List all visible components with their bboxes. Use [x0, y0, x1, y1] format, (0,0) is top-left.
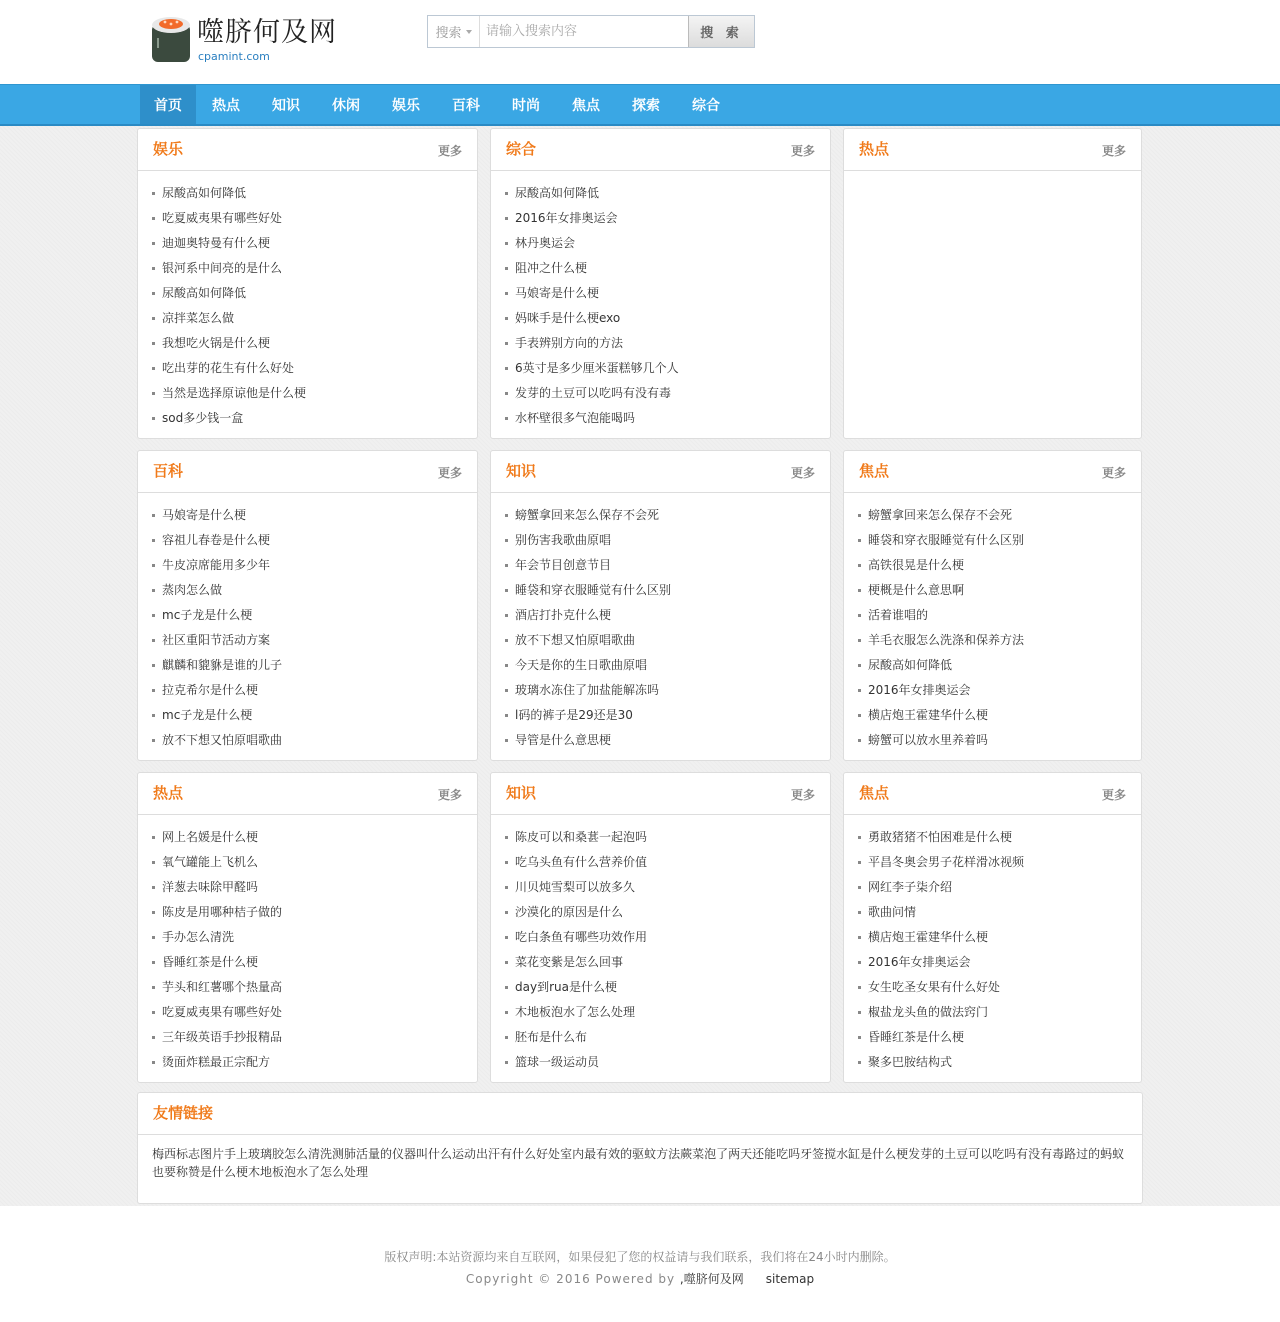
footer: [0, 1206, 1280, 1322]
article-link[interactable]: 木地板泡水了怎么处理: [515, 1005, 636, 1019]
article-link[interactable]: 2016年女排奥运会: [868, 955, 971, 969]
nav-item[interactable]: 首页: [140, 85, 196, 124]
list-item: [491, 925, 830, 950]
list-item: [844, 1000, 1141, 1025]
panel-title[interactable]: 焦点: [859, 784, 890, 802]
list-item: [844, 1025, 1141, 1050]
list-item: [138, 950, 477, 975]
nav-item[interactable]: 知识: [272, 97, 300, 114]
list-item: [491, 1000, 830, 1025]
article-link[interactable]: 洋葱去味除甲醛吗: [162, 880, 259, 894]
friend-link[interactable]: 路过的蚂蚁也要称赞是什么梗: [152, 1147, 1125, 1179]
list-item: [138, 331, 477, 356]
article-link[interactable]: mc子龙是什么梗: [162, 708, 253, 722]
article-link[interactable]: 2016年女排奥运会: [515, 211, 618, 225]
list-item: [138, 231, 477, 256]
article-link[interactable]: 聚多巴胺结构式: [868, 1055, 953, 1069]
list-item: [491, 578, 830, 603]
panel-title[interactable]: 娱乐: [153, 140, 184, 158]
article-link[interactable]: 女生吃圣女果有什么好处: [868, 980, 1001, 994]
list-item: [844, 850, 1141, 875]
list-item: [844, 900, 1141, 925]
friend-link[interactable]: 牙签搅水缸是什么梗: [800, 1147, 909, 1161]
list-item: [844, 678, 1141, 703]
nav-item[interactable]: 探索: [632, 97, 660, 114]
article-link[interactable]: 水杯壁很多气泡能喝吗: [515, 411, 636, 425]
caret-down-icon: [466, 30, 472, 34]
list-item: [138, 503, 477, 528]
article-link[interactable]: 发芽的土豆可以吃吗有没有毒: [515, 386, 672, 400]
article-link[interactable]: 酒店打扑克什么梗: [515, 608, 612, 622]
article-link[interactable]: 放不下想又怕原唱歌曲: [162, 733, 283, 747]
article-link[interactable]: 容祖儿春卷是什么梗: [162, 533, 271, 547]
list-item: [138, 728, 477, 753]
friend-link[interactable]: 手上玻璃胶怎么清洗: [224, 1147, 333, 1161]
friend-links-list: [138, 1135, 1142, 1181]
list-item: [138, 603, 477, 628]
article-link[interactable]: 吃出芽的花生有什么好处: [162, 361, 295, 375]
list-item: [844, 553, 1141, 578]
list-item: [138, 406, 477, 431]
list-item: [138, 1050, 477, 1075]
article-link[interactable]: 6英寸是多少厘米蛋糕够几个人: [515, 361, 679, 375]
article-link[interactable]: 尿酸高如何降低: [162, 186, 247, 200]
list-item: [844, 703, 1141, 728]
article-link[interactable]: 睡袋和穿衣服睡觉有什么区别: [868, 533, 1025, 547]
article-link[interactable]: 活着谁唱的: [868, 608, 929, 622]
panel-title[interactable]: 综合: [506, 140, 537, 158]
list-item: [491, 875, 830, 900]
more-link[interactable]: 更多: [1101, 466, 1126, 480]
category-panel: [490, 128, 831, 439]
article-link[interactable]: 当然是选择原谅他是什么梗: [162, 386, 307, 400]
article-link[interactable]: 平昌冬奥会男子花样滑冰视频: [868, 855, 1025, 869]
friend-link[interactable]: 室内最有效的驱蚊方法: [560, 1147, 681, 1161]
article-link[interactable]: 马娘寄是什么梗: [515, 286, 600, 300]
article-link[interactable]: 玻璃水冻住了加盐能解冻吗: [515, 683, 660, 697]
more-link[interactable]: 更多: [790, 144, 815, 158]
article-link[interactable]: 蒸肉怎么做: [162, 583, 223, 597]
list-item: [138, 925, 477, 950]
list-item: [844, 975, 1141, 1000]
list-item: [138, 628, 477, 653]
article-link[interactable]: 年会节目创意节目: [515, 558, 612, 572]
article-link[interactable]: 吃夏威夷果有哪些好处: [162, 211, 283, 225]
article-link[interactable]: 梗概是什么意思啊: [868, 583, 965, 597]
main-content: [0, 126, 1280, 1206]
list-item: [138, 578, 477, 603]
article-link[interactable]: 螃蟹可以放水里养着吗: [868, 733, 989, 747]
list-item: [491, 381, 830, 406]
list-item: [491, 678, 830, 703]
search-box: [427, 15, 755, 48]
list-item: [138, 256, 477, 281]
search-type-label: 搜索: [435, 26, 462, 41]
sushi-logo-icon: [150, 14, 192, 64]
article-link[interactable]: 氧气罐能上飞机么: [162, 855, 259, 869]
list-item: [844, 528, 1141, 553]
list-item: [138, 975, 477, 1000]
list-item: [844, 925, 1141, 950]
article-link[interactable]: 迪迦奥特曼有什么梗: [162, 236, 271, 250]
list-item: [138, 281, 477, 306]
list-item: [138, 1000, 477, 1025]
article-link[interactable]: 昏睡红茶是什么梗: [868, 1030, 965, 1044]
article-link[interactable]: 妈咪手是什么梗exo: [515, 311, 621, 325]
list-item: [138, 900, 477, 925]
category-panel: [843, 772, 1142, 1083]
nav-item[interactable]: 百科: [452, 97, 480, 114]
nav-item[interactable]: 休闲: [332, 97, 360, 114]
list-item: [138, 703, 477, 728]
list-item: [844, 578, 1141, 603]
article-link[interactable]: 阻冲之什么梗: [515, 261, 588, 275]
article-link[interactable]: 林丹奥运会: [515, 236, 576, 250]
article-link[interactable]: 菜花变紫是怎么回事: [515, 955, 624, 969]
more-link[interactable]: 更多: [790, 788, 815, 802]
list-item: [138, 528, 477, 553]
list-item: [138, 1025, 477, 1050]
sitemap-link[interactable]: sitemap: [765, 1272, 815, 1286]
nav-item[interactable]: 综合: [692, 97, 720, 114]
more-link[interactable]: 更多: [790, 466, 815, 480]
article-link[interactable]: 椒盐龙头鱼的做法窍门: [868, 1005, 989, 1019]
article-link[interactable]: 今天是你的生日歌曲原唱: [515, 658, 648, 672]
search-input[interactable]: [480, 16, 688, 47]
list-item: [491, 356, 830, 381]
list-item: [844, 950, 1141, 975]
search-type-select[interactable]: [428, 16, 480, 47]
article-link[interactable]: 社区重阳节活动方案: [162, 633, 271, 647]
list-item: [844, 653, 1141, 678]
article-link[interactable]: 2016年女排奥运会: [868, 683, 971, 697]
panel-title[interactable]: 百科: [153, 462, 184, 480]
panel-title[interactable]: 热点: [859, 140, 890, 158]
panel-title[interactable]: 焦点: [859, 462, 890, 480]
list-item: [491, 1025, 830, 1050]
list-item: [491, 528, 830, 553]
article-link[interactable]: 导管是什么意思梗: [515, 733, 612, 747]
list-item: [491, 703, 830, 728]
article-link[interactable]: 芋头和红薯哪个热量高: [162, 980, 283, 994]
copyright-notice: 版权声明:本站资源均来自互联网，如果侵犯了您的权益请与我们联系，我们将在24小时内删除。: [384, 1250, 896, 1264]
list-item: [844, 628, 1141, 653]
list-item: [138, 678, 477, 703]
article-link[interactable]: 手办怎么清洗: [162, 930, 235, 944]
list-item: [844, 825, 1141, 850]
category-panel: [137, 128, 478, 439]
article-link[interactable]: 川贝炖雪梨可以放多久: [515, 880, 636, 894]
list-item: [138, 181, 477, 206]
article-link[interactable]: l码的裤子是29还是30: [515, 708, 633, 722]
category-panel: [490, 772, 831, 1083]
article-link[interactable]: 吃乌头鱼有什么营养价值: [515, 855, 648, 869]
article-link[interactable]: day到rua是什么梗: [515, 980, 617, 994]
category-panel: [137, 450, 478, 761]
list-item: [138, 356, 477, 381]
copyright-text: Copyright © 2016 Powered by: [465, 1272, 680, 1286]
list-item: [491, 331, 830, 356]
category-panel: [843, 128, 1142, 439]
friend-link[interactable]: 运动出汗有什么好处: [452, 1147, 561, 1161]
article-link[interactable]: 螃蟹拿回来怎么保存不会死: [868, 508, 1013, 522]
article-link[interactable]: 吃夏威夷果有哪些好处: [162, 1005, 283, 1019]
nav-item[interactable]: 娱乐: [392, 97, 420, 114]
list-item: [491, 900, 830, 925]
article-link[interactable]: 羊毛衣服怎么洗涤和保养方法: [868, 633, 1025, 647]
friend-link[interactable]: 梅西标志图片: [152, 1147, 225, 1161]
article-link[interactable]: 睡袋和穿衣服睡觉有什么区别: [515, 583, 672, 597]
friend-link[interactable]: 蕨菜泡了两天还能吃吗: [680, 1147, 801, 1161]
article-link[interactable]: 牛皮凉席能用多少年: [162, 558, 271, 572]
list-item: [491, 850, 830, 875]
category-panel: [843, 450, 1142, 761]
list-item: [844, 603, 1141, 628]
more-link[interactable]: 更多: [437, 144, 462, 158]
article-link[interactable]: 昏睡红茶是什么梗: [162, 955, 259, 969]
list-item: [844, 728, 1141, 753]
list-item: [491, 281, 830, 306]
list-item: [138, 850, 477, 875]
list-item: [491, 306, 830, 331]
list-item: [138, 553, 477, 578]
article-link[interactable]: 横店炮王霍建华什么梗: [868, 930, 989, 944]
article-link[interactable]: 横店炮王霍建华什么梗: [868, 708, 989, 722]
list-item: [491, 553, 830, 578]
article-link[interactable]: 放不下想又怕原唱歌曲: [515, 633, 636, 647]
list-item: [491, 653, 830, 678]
list-item: [844, 875, 1141, 900]
list-item: [491, 181, 830, 206]
article-link[interactable]: 沙漠化的原因是什么: [515, 905, 624, 919]
article-link[interactable]: 吃白条鱼有哪些功效作用: [515, 930, 648, 944]
more-link[interactable]: 更多: [437, 466, 462, 480]
nav-item[interactable]: 焦点: [572, 97, 600, 114]
panel-title[interactable]: 知识: [506, 784, 537, 802]
list-item: [138, 825, 477, 850]
article-link[interactable]: 歌曲问情: [868, 905, 917, 919]
list-item: [491, 728, 830, 753]
article-link[interactable]: 尿酸高如何降低: [868, 658, 953, 672]
more-link[interactable]: 更多: [1101, 144, 1126, 158]
article-link[interactable]: 我想吃火锅是什么梗: [162, 336, 271, 350]
site-domain: cpamint.com: [198, 50, 270, 63]
list-item: [491, 256, 830, 281]
article-link[interactable]: sod多少钱一盒: [162, 411, 244, 425]
more-link[interactable]: 更多: [1101, 788, 1126, 802]
category-panel: [137, 772, 478, 1083]
list-item: [491, 1050, 830, 1075]
article-link[interactable]: 尿酸高如何降低: [515, 186, 600, 200]
list-item: [491, 950, 830, 975]
list-item: [138, 653, 477, 678]
list-item: [844, 503, 1141, 528]
article-link[interactable]: 高铁很晃是什么梗: [868, 558, 965, 572]
search-button[interactable]: 搜 索: [688, 16, 754, 47]
main-nav: [0, 84, 1280, 126]
list-item: [491, 825, 830, 850]
list-item: [491, 603, 830, 628]
nav-item[interactable]: 热点: [212, 97, 240, 114]
list-item: [491, 628, 830, 653]
friend-link[interactable]: 测肺活量的仪器叫什么: [332, 1147, 453, 1161]
friend-link[interactable]: 木地板泡水了怎么处理: [248, 1165, 369, 1179]
header: [0, 0, 1280, 84]
list-item: [138, 381, 477, 406]
more-link[interactable]: 更多: [437, 788, 462, 802]
panel-title[interactable]: 热点: [153, 784, 184, 802]
site-name: 噬脐何及网: [197, 17, 337, 48]
panel-title[interactable]: 知识: [506, 462, 537, 480]
article-link[interactable]: 网上名媛是什么梗: [162, 830, 259, 844]
category-panel: [490, 450, 831, 761]
article-link[interactable]: 三年级英语手抄报精品: [162, 1030, 283, 1044]
article-link[interactable]: 陈皮可以和桑葚一起泡吗: [515, 830, 648, 844]
article-link[interactable]: 尿酸高如何降低: [162, 286, 247, 300]
friend-links-title: 友情链接: [153, 1104, 214, 1122]
article-link[interactable]: 螃蟹拿回来怎么保存不会死: [515, 508, 660, 522]
friend-links-panel: [137, 1092, 1143, 1204]
article-link[interactable]: 拉克希尔是什么梗: [162, 683, 259, 697]
article-link[interactable]: 陈皮是用哪种桔子做的: [162, 905, 283, 919]
article-link[interactable]: 网红李子柒介绍: [868, 880, 953, 894]
article-link[interactable]: 篮球一级运动员: [515, 1055, 600, 1069]
list-item: [138, 875, 477, 900]
article-link[interactable]: 别伤害我歌曲原唱: [515, 533, 612, 547]
list-item: [491, 231, 830, 256]
article-link[interactable]: 烫面炸糕最正宗配方: [162, 1055, 271, 1069]
article-link[interactable]: 凉拌菜怎么做: [162, 311, 235, 325]
list-item: [138, 206, 477, 231]
article-link[interactable]: mc子龙是什么梗: [162, 608, 253, 622]
article-link[interactable]: 银河系中间亮的是什么: [162, 261, 283, 275]
list-item: [138, 306, 477, 331]
list-item: [491, 503, 830, 528]
friend-link[interactable]: 发芽的土豆可以吃吗有没有毒: [908, 1147, 1065, 1161]
list-item: [844, 1050, 1141, 1075]
article-link[interactable]: 手表辨别方向的方法: [515, 336, 624, 350]
article-link[interactable]: 勇敢猪猪不怕困难是什么梗: [868, 830, 1013, 844]
list-item: [491, 975, 830, 1000]
nav-item[interactable]: 时尚: [512, 97, 540, 114]
article-link[interactable]: 胚布是什么布: [515, 1030, 588, 1044]
list-item: [491, 406, 830, 431]
article-link[interactable]: 马娘寄是什么梗: [162, 508, 247, 522]
article-link[interactable]: 麒麟和貔貅是谁的儿子: [162, 658, 283, 672]
list-item: [491, 206, 830, 231]
footer-brand-link[interactable]: ,噬脐何及网: [679, 1272, 744, 1286]
